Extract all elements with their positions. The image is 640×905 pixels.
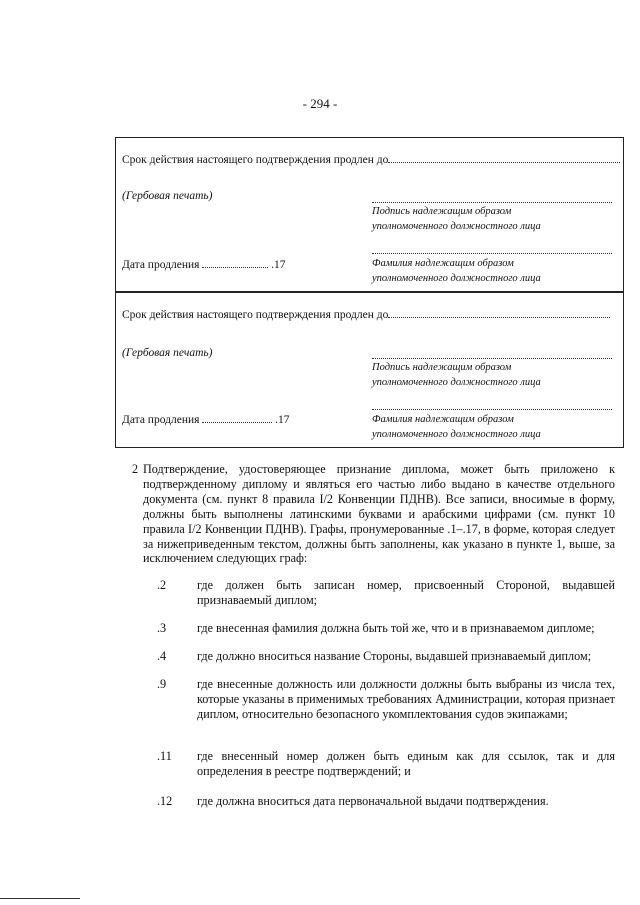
item-number: .12 — [157, 794, 173, 808]
item-number: .2 — [157, 578, 167, 592]
extension-text: Срок действия настоящего подтверждения продлен до — [122, 154, 389, 166]
extension-line — [122, 154, 620, 166]
date-label: Дата продления — [122, 259, 200, 271]
item-number: .9 — [157, 677, 167, 691]
extension-date — [122, 414, 290, 426]
signature-line — [372, 202, 612, 203]
paragraph-2 — [132, 462, 615, 566]
item-text: где должна вноситься дата первоначальной выдачи подтверждения. — [197, 794, 549, 808]
footnote-rule — [0, 898, 80, 899]
extension-date — [122, 259, 286, 271]
date-suffix: .17 — [275, 414, 290, 426]
extension-line — [122, 309, 610, 321]
name-line — [372, 409, 612, 410]
name-caption: Фамилия надлежащим образом уполномоченного должностного лица — [372, 258, 541, 284]
paragraph-number: 2 — [132, 462, 139, 476]
extension-text: Срок действия настоящего подтверждения продлен до — [122, 309, 389, 321]
item-text: где должно вноситься название Стороны, выдавшей признаваемый диплом; — [197, 649, 592, 663]
name-caption: Фамилия надлежащим образом уполномоченного должностного лица — [372, 414, 541, 440]
date-suffix: .17 — [271, 259, 286, 271]
endorsement-box-2 — [115, 292, 624, 448]
signature-caption: Подпись надлежащим образом уполномоченного должностного лица — [372, 206, 541, 232]
seal-label: (Гербовая печать) — [122, 347, 213, 359]
item-number: .11 — [157, 749, 172, 763]
item-text: где должен быть записан номер, присвоенный Стороной, выдавшей признаваемый диплом; — [197, 578, 615, 607]
name-line — [372, 253, 612, 254]
item-text: где внесенные должность или должности должны быть выбраны из числа тех, которые указаны в применимых требованиях Администрации, которая признает диплом, относительно безопасного укомплектования судов экипажами; — [197, 677, 615, 721]
item-number: .3 — [157, 621, 167, 635]
item-text: где внесенная фамилия должна быть той же, что и в признаваемом дипломе; — [197, 621, 595, 635]
item-number: .4 — [157, 649, 167, 663]
date-label: Дата продления — [122, 414, 200, 426]
signature-line — [372, 358, 612, 359]
page-number: - 294 - — [302, 96, 338, 111]
signature-caption: Подпись надлежащим образом уполномоченного должностного лица — [372, 362, 541, 388]
seal-label: (Гербовая печать) — [122, 190, 213, 202]
item-text: где внесенный номер должен быть единым как для ссылок, так и для определения в реестре подтверждений; и — [197, 749, 615, 778]
endorsement-box-1 — [115, 137, 624, 292]
paragraph-text: Подтверждение, удостоверяющее признание диплома, может быть приложено к подтвержденному диплому и являться его частью либо выдано в качестве отдельного документа (см. пункт 8 правила I/2 Конвенции ПДНВ). Все записи, вносимые в форму, должны быть выполнены латинскими буквами и арабскими цифрами (см. пункт 10 правила I/2 Конвенции ПДНВ). Графы, пронумерованные .1–.17, в форме, которая следует за нижеприведенным текстом, должны быть заполнены, как указано в пункте 1, выше, за исключением следующих граф: — [143, 462, 615, 566]
